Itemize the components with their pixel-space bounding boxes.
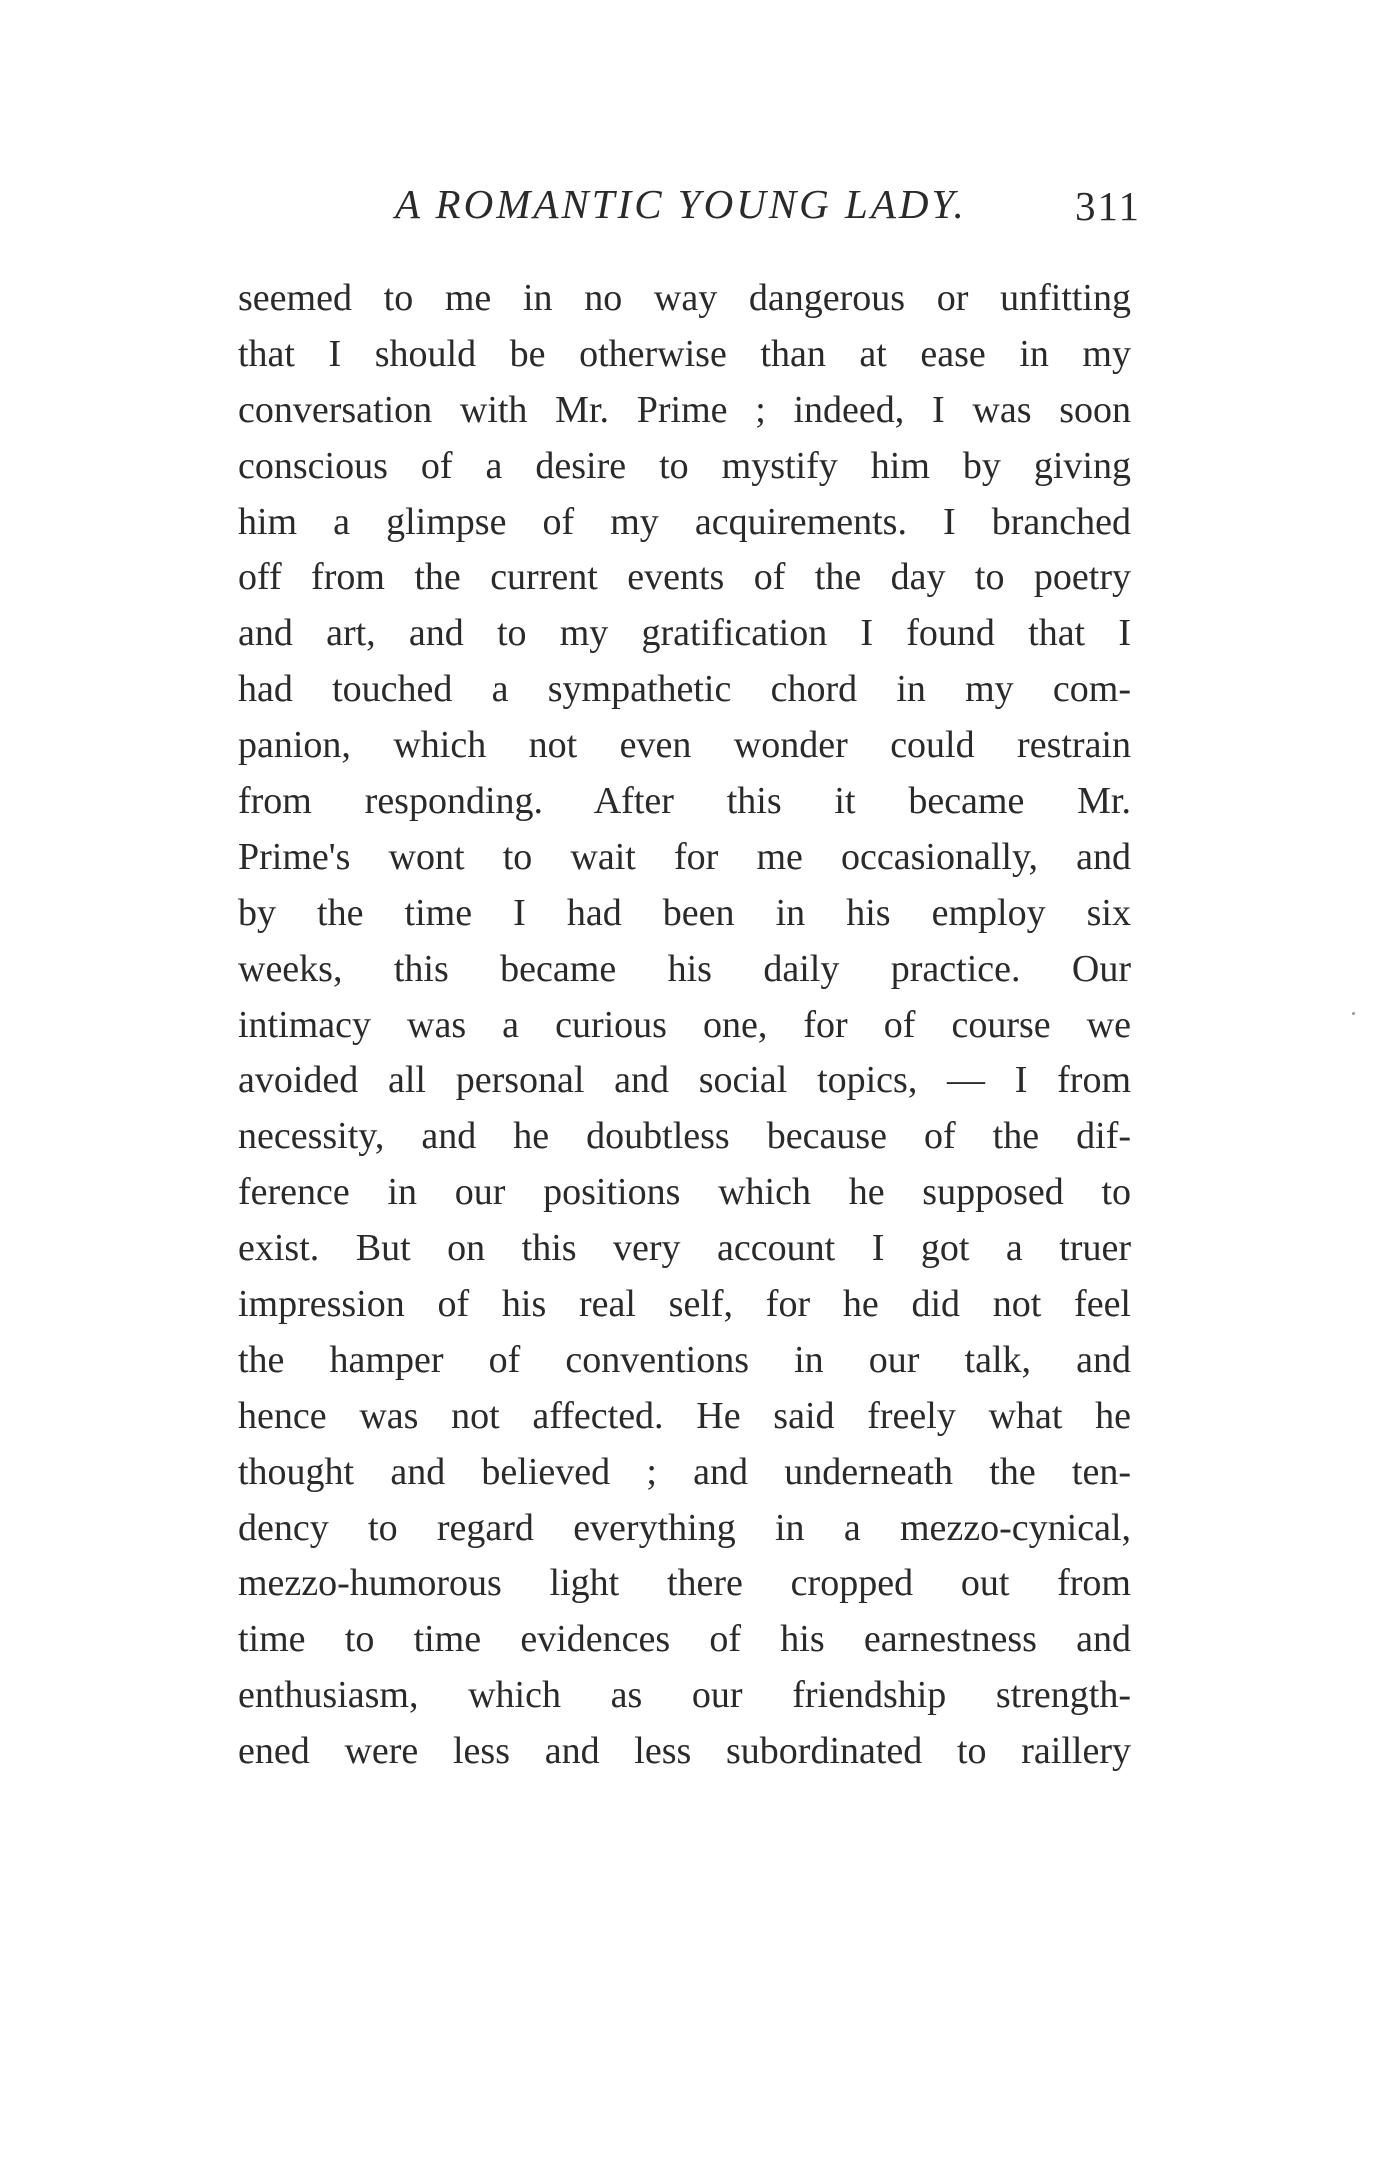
text-line: hence was not affected. He said freely what he (238, 1394, 1131, 1437)
text-line: necessity, and he doubtless because of the dif- (238, 1115, 1131, 1158)
text-line: dency to regard everything in a mezzo-cynical, (238, 1506, 1131, 1549)
text-line: ference in our positions which he supposed to (238, 1171, 1131, 1214)
text-line: enthusiasm, which as our friendship strength- (238, 1674, 1131, 1717)
text-line: that I should be otherwise than at ease in my (238, 332, 1131, 375)
text-line: conversation with Mr. Prime ; indeed, I was soon (238, 388, 1131, 431)
text-line: intimacy was a curious one, for of course we (238, 1003, 1131, 1046)
text-line: the hamper of conventions in our talk, and (238, 1338, 1131, 1381)
text-line: him a glimpse of my acquirements. I branched (238, 500, 1131, 543)
text-line: conscious of a desire to mystify him by giving (238, 444, 1131, 487)
page-number: 311 (1075, 183, 1141, 229)
text-line: mezzo-humorous light there cropped out from (238, 1562, 1131, 1605)
text-line: by the time I had been in his employ six (238, 891, 1131, 934)
text-line: exist. But on this very account I got a truer (238, 1227, 1131, 1270)
text-line: weeks, this became his daily practice. Our (238, 947, 1131, 990)
text-line: seemed to me in no way dangerous or unfitting (238, 277, 1131, 319)
text-line: panion, which not even wonder could restrain (238, 724, 1131, 767)
text-line: had touched a sympathetic chord in my com- (238, 668, 1131, 711)
text-line: impression of his real self, for he did not feel (238, 1283, 1131, 1326)
text-line: time to time evidences of his earnestness and (238, 1618, 1131, 1661)
body-text (238, 271, 1131, 1780)
text-line: avoided all personal and social topics, — I from (238, 1059, 1131, 1102)
text-line: off from the current events of the day to poetry (238, 556, 1131, 599)
text-line: ened were less and less subordinated to raillery (238, 1730, 1131, 1773)
text-line: from responding. After this it became Mr. (238, 780, 1131, 823)
running-title: A ROMANTIC YOUNG LADY. (395, 181, 967, 227)
running-head (0, 180, 1399, 240)
text-line: thought and believed ; and underneath the ten- (238, 1450, 1131, 1493)
paper-speck (1352, 1012, 1355, 1015)
text-line: Prime's wont to wait for me occasionally, and (238, 835, 1131, 878)
text-line: and art, and to my gratification I found that I (238, 612, 1131, 655)
